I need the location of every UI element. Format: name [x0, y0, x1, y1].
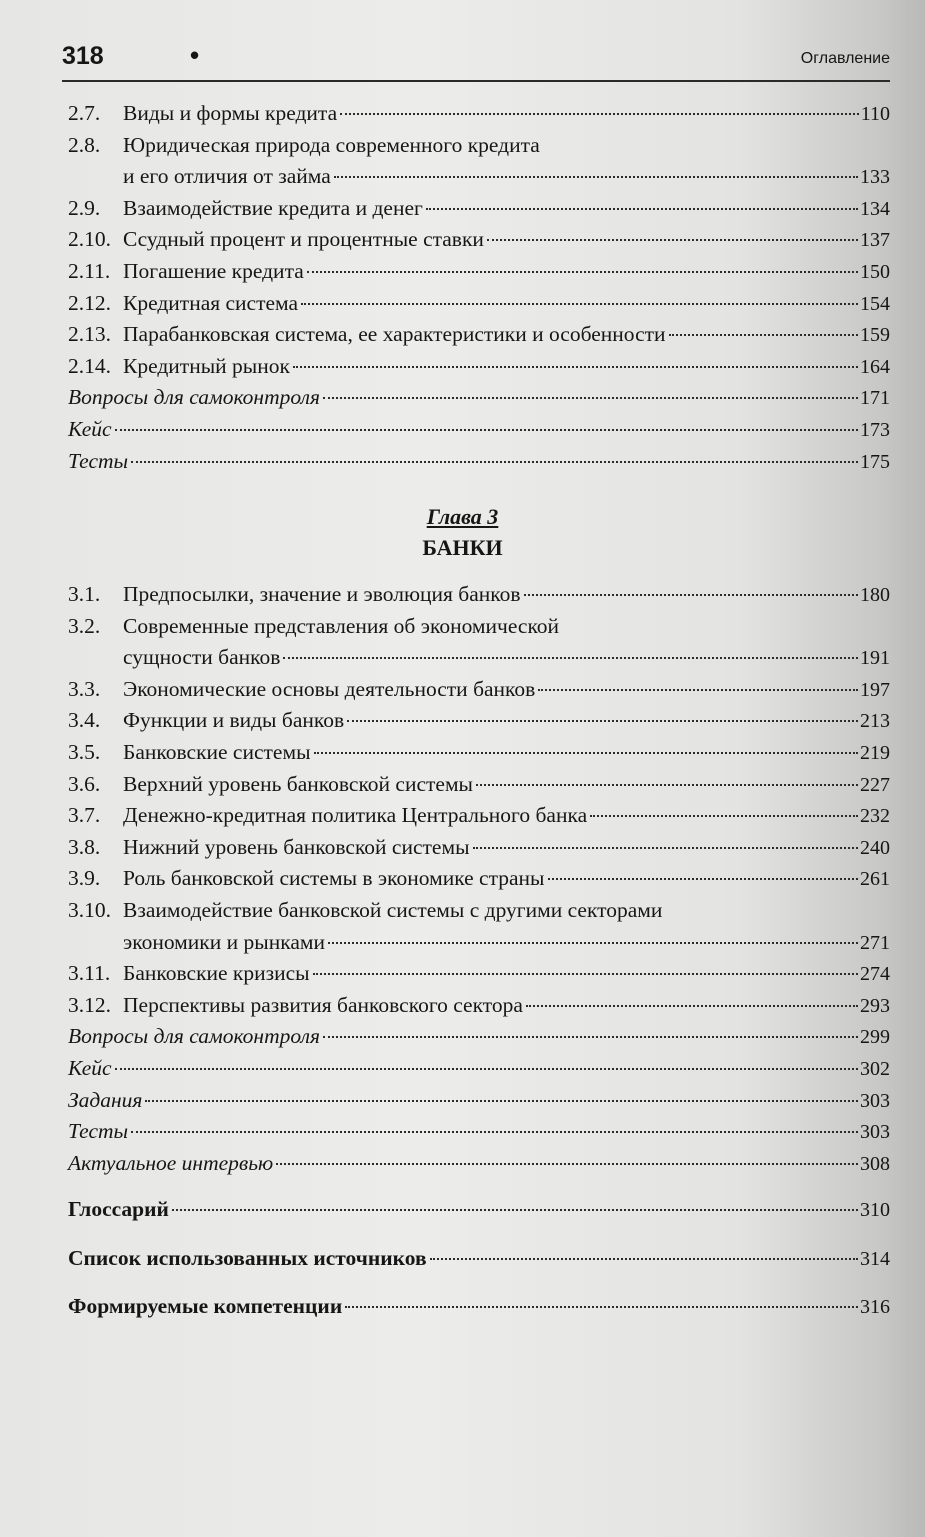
toc-entry-number: 3.1.	[68, 582, 101, 606]
toc-entry-page: 134	[860, 197, 890, 220]
toc-entry	[68, 446, 890, 476]
page-number: 318	[62, 42, 104, 70]
toc-entry	[68, 1021, 890, 1051]
toc-entry-title: Задания	[68, 1087, 143, 1112]
dot-leader	[328, 941, 858, 944]
toc-entry-page: 137	[860, 229, 890, 252]
toc-entry-title: Денежно-кредитная политика Центрального банка	[123, 803, 588, 828]
toc-entry-number: 3.6.	[68, 771, 101, 796]
toc-entry-title: Погашение кредита	[123, 259, 304, 283]
toc-entry-title: Предпосылки, значение и эволюция банков	[123, 582, 521, 606]
dot-leader	[323, 1035, 858, 1038]
toc-entry	[68, 863, 890, 893]
toc-entry-number: 3.8.	[68, 834, 101, 859]
toc-entry-title: Роль банковской системы в экономике страны	[123, 866, 545, 891]
toc-entry-title: Парабанковская система, ее характеристики и особенности	[123, 322, 666, 347]
dot-leader	[145, 1099, 858, 1102]
toc-entry-title: Банковские кризисы	[123, 961, 310, 986]
dot-leader	[115, 1067, 858, 1070]
toc-entry	[68, 800, 890, 830]
toc-entry-title: Верхний уровень банковской системы	[123, 771, 474, 796]
dot-leader	[487, 238, 858, 241]
toc-entry-page: 310	[860, 1199, 890, 1221]
toc-entry	[68, 1148, 890, 1178]
toc-entry-title: Взаимодействие кредита и денег	[123, 195, 423, 220]
toc-entry-number: 2.14.	[68, 353, 111, 378]
toc-entry-page: 171	[860, 387, 890, 410]
dot-leader	[340, 112, 859, 115]
toc-entry-title: Взаимодействие банковской системы с другими секторами	[123, 898, 663, 922]
toc-entry-page: 240	[860, 836, 890, 859]
toc-entry	[68, 737, 890, 767]
toc-entry-number: 2.7.	[68, 101, 101, 125]
toc-entry-page: 293	[860, 994, 890, 1017]
toc-entry-number: 2.11.	[68, 259, 111, 283]
toc-entry-page: 232	[860, 805, 890, 828]
toc-entry-number: 2.8.	[68, 132, 101, 157]
dot-leader	[476, 783, 858, 786]
dot-leader	[314, 751, 858, 754]
toc-entry-page: 175	[860, 450, 890, 473]
toc-entry	[68, 611, 890, 641]
toc-entry	[68, 1291, 890, 1321]
toc-entry-number: 2.13.	[68, 322, 111, 347]
page-header	[62, 40, 890, 82]
toc-entry-number: 3.3.	[68, 676, 101, 701]
toc-entry-page: 299	[860, 1026, 890, 1049]
toc-entry-number: 2.9.	[68, 195, 101, 220]
toc-entry	[68, 130, 890, 160]
toc-entry-page: 314	[860, 1248, 890, 1270]
toc-entry-page: 180	[860, 584, 890, 606]
toc-entry-page: 110	[860, 103, 890, 125]
toc-entry-title: Кредитный рынок	[123, 353, 290, 378]
dot-leader	[276, 1162, 858, 1165]
toc-entry-title: и его отличия от займа	[123, 164, 331, 189]
dot-leader	[526, 1004, 858, 1007]
toc-entry	[68, 832, 890, 862]
toc-entry	[68, 705, 890, 735]
toc-entry-page: 213	[860, 710, 890, 733]
toc-entry-number: 3.5.	[68, 740, 101, 764]
toc-entry-number: 3.2.	[68, 613, 101, 638]
toc-entry-page: 303	[860, 1089, 890, 1112]
toc-entry-title: Банковские системы	[123, 740, 311, 764]
toc-entry-title: Тесты	[68, 1119, 129, 1144]
toc-entry	[68, 1085, 890, 1115]
running-title: Оглавление	[800, 50, 890, 67]
toc-entry-page: 159	[860, 324, 890, 347]
toc-entry	[68, 642, 890, 672]
toc-entry	[68, 895, 890, 925]
dot-leader	[301, 302, 858, 305]
toc-entry-page: 308	[860, 1152, 890, 1175]
toc-entry	[68, 351, 890, 381]
toc-entry	[68, 579, 890, 609]
toc-entry	[68, 958, 890, 988]
dot-leader	[307, 270, 858, 273]
toc-entry	[68, 990, 890, 1020]
dot-leader	[426, 207, 858, 210]
toc-entry-number: 3.9.	[68, 866, 101, 891]
toc-entry	[68, 319, 890, 349]
dot-leader	[323, 396, 858, 399]
toc-entry	[68, 1116, 890, 1146]
toc-entry-number: 3.10.	[68, 898, 111, 922]
toc-entry	[68, 1053, 890, 1083]
dot-leader	[347, 719, 858, 722]
toc-entry	[68, 98, 890, 128]
dot-leader	[669, 333, 858, 336]
toc-entry-title: Тесты	[68, 448, 129, 473]
toc-entry	[68, 414, 890, 444]
dot-leader	[293, 365, 858, 368]
toc-entry-title: Нижний уровень банковской системы	[123, 834, 470, 859]
toc-entry-page: 303	[860, 1121, 890, 1144]
dot-leader	[538, 688, 858, 691]
dot-leader	[590, 814, 858, 817]
toc-entry-title: Кейс	[68, 417, 112, 441]
toc-entry-page: 150	[860, 261, 890, 283]
chapter-title: БАНКИ	[422, 535, 503, 560]
toc-entry-title: Формируемые компетенции	[68, 1294, 343, 1318]
dot-leader	[430, 1257, 858, 1260]
toc-entry-title: Вопросы для самоконтроля	[68, 1024, 320, 1049]
toc-entry	[68, 1194, 890, 1224]
toc-entry-page: 271	[860, 931, 890, 954]
toc-entry	[68, 1243, 890, 1273]
toc-entry-page: 274	[860, 963, 890, 986]
toc-entry-title: Вопросы для самоконтроля	[68, 385, 320, 410]
toc-entry-page: 316	[860, 1296, 890, 1318]
toc-entry-page: 173	[860, 419, 890, 441]
dot-leader	[172, 1208, 858, 1211]
toc-entry-title: Актуальное интервью	[68, 1150, 274, 1175]
toc-entry	[68, 256, 890, 286]
toc-entry-page: 197	[860, 678, 890, 701]
toc-entry	[68, 161, 890, 191]
toc-entry-page: 164	[860, 355, 890, 378]
toc-entry-number: 3.11.	[68, 961, 111, 986]
toc-entry-title: Ссудный процент и процентные ставки	[123, 227, 484, 252]
dot-leader	[131, 460, 858, 463]
toc-entry-page: 227	[860, 773, 890, 796]
dot-leader	[131, 1130, 858, 1133]
toc-entry-title: Функции и виды банков	[123, 708, 345, 733]
toc-entry	[68, 193, 890, 223]
toc-entry-page: 219	[860, 742, 890, 764]
toc-entry-title: сущности банков	[123, 645, 281, 670]
toc-entry-title: Современные представления об экономической	[123, 613, 560, 638]
toc-entry-title: Кредитная система	[123, 290, 299, 315]
toc-entry-page: 154	[860, 292, 890, 315]
toc-entry-page: 302	[860, 1058, 890, 1080]
toc-entry-number: 2.12.	[68, 290, 111, 315]
toc-entry-number: 3.12.	[68, 992, 111, 1017]
toc-entry	[68, 382, 890, 412]
toc-entry-number: 3.4.	[68, 708, 101, 733]
toc-entry-title: Перспективы развития банковского сектора	[123, 992, 523, 1017]
toc-entry	[68, 674, 890, 704]
dot-leader	[524, 593, 858, 596]
dot-leader	[115, 428, 858, 431]
toc-entry-title: Экономические основы деятельности банков	[123, 676, 536, 701]
toc-entry-number: 3.7.	[68, 803, 101, 828]
toc-entry-title: Глоссарий	[68, 1197, 169, 1221]
toc-entry-page: 191	[860, 647, 890, 670]
toc-entry	[68, 288, 890, 318]
toc-entry-number: 2.10.	[68, 227, 111, 252]
header-bullet: •	[190, 40, 200, 70]
dot-leader	[345, 1305, 858, 1308]
toc-entry	[68, 224, 890, 254]
dot-leader	[334, 175, 858, 178]
dot-leader	[548, 877, 859, 880]
chapter-label: Глава 3	[426, 504, 499, 529]
dot-leader	[283, 656, 858, 659]
toc-entry-title: Юридическая природа современного кредита	[123, 132, 540, 157]
toc-entry-title: Виды и формы кредита	[123, 101, 338, 125]
toc-entry-page: 261	[860, 868, 890, 891]
dot-leader	[313, 972, 858, 975]
toc-entry	[68, 769, 890, 799]
toc-entry	[68, 927, 890, 957]
dot-leader	[473, 846, 858, 849]
toc-entry-title: Кейс	[68, 1056, 112, 1080]
toc-entry-title: экономики и рынками	[123, 929, 325, 954]
toc-entry-title: Список использованных источников	[68, 1246, 427, 1270]
toc-entry-page: 133	[860, 166, 890, 189]
